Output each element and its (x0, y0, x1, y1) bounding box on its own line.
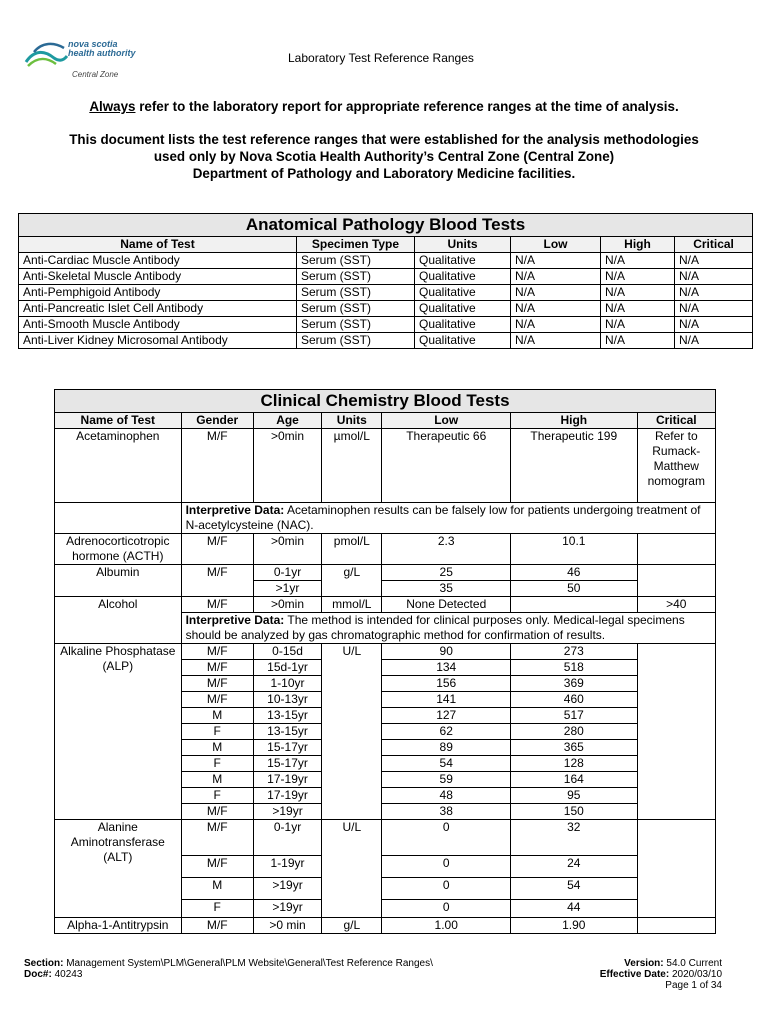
critical-cell (637, 820, 715, 918)
gender-cell: M/F (181, 565, 253, 597)
low-cell: 127 (382, 708, 511, 724)
intro-line: This document lists the test reference ranges that were established for the analysis methodologies (69, 132, 699, 147)
high-cell: 46 (511, 565, 638, 581)
units-cell: U/L (322, 644, 382, 820)
table-row (55, 918, 716, 934)
age-cell: >0 min (253, 918, 321, 934)
intro-line: Department of Pathology and Laboratory Medicine facilities. (192, 166, 576, 181)
specimen-cell: Serum (SST) (297, 333, 415, 349)
age-cell: 0-1yr (253, 565, 321, 581)
gender-cell: F (181, 788, 253, 804)
doc-label: Doc#: (24, 969, 52, 980)
units-cell: Qualitative (415, 269, 511, 285)
test-name: Anti-Skeletal Muscle Antibody (19, 269, 297, 285)
units-cell: pmol/L (322, 534, 382, 565)
table-row (55, 820, 716, 856)
column-header: Low (382, 413, 511, 429)
high-cell: N/A (601, 269, 675, 285)
units-cell: Qualitative (415, 253, 511, 269)
low-cell: 1.00 (382, 918, 511, 934)
age-cell: >0min (253, 534, 321, 565)
units-cell: Qualitative (415, 333, 511, 349)
test-name: Anti-Liver Kidney Microsomal Antibody (19, 333, 297, 349)
gender-cell: M/F (181, 820, 253, 856)
specimen-cell: Serum (SST) (297, 253, 415, 269)
interpretive-row (55, 503, 716, 534)
specimen-cell: Serum (SST) (297, 269, 415, 285)
high-cell: N/A (601, 253, 675, 269)
specimen-cell: Serum (SST) (297, 285, 415, 301)
critical-cell (637, 644, 715, 820)
low-cell: None Detected (382, 597, 511, 613)
table-row (19, 253, 753, 269)
critical-cell: >40 (637, 597, 715, 613)
interpretive-data (181, 503, 715, 534)
effective-value: 2020/03/10 (669, 969, 722, 980)
units-cell: Qualitative (415, 301, 511, 317)
column-header: High (601, 237, 675, 253)
age-cell: >19yr (253, 804, 321, 820)
gender-cell: F (181, 756, 253, 772)
age-cell: 17-19yr (253, 788, 321, 804)
gender-cell: M/F (181, 676, 253, 692)
high-cell: N/A (601, 301, 675, 317)
critical-cell (637, 918, 715, 934)
low-cell: 2.3 (382, 534, 511, 565)
always-rest: refer to the laboratory report for appropriate reference ranges at the time of analysis. (135, 99, 679, 114)
low-cell: 0 (382, 878, 511, 900)
critical-cell: N/A (675, 269, 753, 285)
gender-cell: M/F (181, 644, 253, 660)
test-name: Acetaminophen (55, 429, 182, 503)
logo-line2: health authority (68, 48, 136, 58)
age-cell: >0min (253, 597, 321, 613)
column-header: Low (511, 237, 601, 253)
table-row (55, 429, 716, 503)
high-cell: 273 (511, 644, 638, 660)
critical-cell (637, 534, 715, 565)
high-cell: 517 (511, 708, 638, 724)
high-cell: 32 (511, 820, 638, 856)
age-cell: 13-15yr (253, 724, 321, 740)
low-cell: 54 (382, 756, 511, 772)
footer-section (24, 958, 433, 969)
table-row (55, 565, 716, 581)
interp-text: Acetaminophen results can be falsely low for patients undergoing treatment of N-acetylcysteine (NAC). (185, 503, 701, 532)
high-cell: N/A (601, 285, 675, 301)
low-cell: 35 (382, 581, 511, 597)
age-cell: 0-15d (253, 644, 321, 660)
low-cell: N/A (511, 333, 601, 349)
high-cell: N/A (601, 333, 675, 349)
high-cell (511, 597, 638, 613)
high-cell: 54 (511, 878, 638, 900)
table-row (19, 333, 753, 349)
table-row (55, 644, 716, 660)
high-cell: N/A (601, 317, 675, 333)
age-cell: 15-17yr (253, 740, 321, 756)
units-cell: µmol/L (322, 429, 382, 503)
low-cell: N/A (511, 269, 601, 285)
high-cell: 164 (511, 772, 638, 788)
high-cell: 365 (511, 740, 638, 756)
low-cell: N/A (511, 301, 601, 317)
interp-text: The method is intended for clinical purposes only. Medical-legal specimens should be analyzed by gas chromatographic method for confirmation of results. (185, 613, 685, 642)
low-cell: 0 (382, 820, 511, 856)
gender-cell: M (181, 878, 253, 900)
footer-left (24, 958, 433, 980)
empty-cell (55, 503, 182, 534)
column-header: Critical (675, 237, 753, 253)
column-header: Units (415, 237, 511, 253)
low-cell: 90 (382, 644, 511, 660)
table-caption: Anatomical Pathology Blood Tests (19, 214, 753, 237)
gender-cell: M/F (181, 660, 253, 676)
table-header-row (55, 413, 716, 429)
high-cell: 1.90 (511, 918, 638, 934)
logo-zone: Central Zone (72, 70, 119, 79)
specimen-cell: Serum (SST) (297, 301, 415, 317)
age-cell: 1-19yr (253, 856, 321, 878)
table-row (19, 285, 753, 301)
low-cell: 38 (382, 804, 511, 820)
column-header: Units (322, 413, 382, 429)
table-row (19, 301, 753, 317)
interp-label: Interpretive Data: (185, 613, 285, 627)
high-cell: 460 (511, 692, 638, 708)
age-cell: 0-1yr (253, 820, 321, 856)
critical-cell: N/A (675, 317, 753, 333)
column-header: Gender (181, 413, 253, 429)
age-cell: 1-10yr (253, 676, 321, 692)
low-cell: 25 (382, 565, 511, 581)
age-cell: 15d-1yr (253, 660, 321, 676)
logo-line1: nova scotia (68, 39, 118, 49)
critical-cell (637, 565, 715, 597)
low-cell: 134 (382, 660, 511, 676)
units-cell: Qualitative (415, 317, 511, 333)
high-cell: 280 (511, 724, 638, 740)
section-label: Section: (24, 958, 64, 969)
wave-logo-icon (24, 36, 68, 70)
test-name: Alkaline Phosphatase (ALP) (55, 644, 182, 820)
low-cell: 0 (382, 900, 511, 918)
low-cell: 48 (382, 788, 511, 804)
nsha-logo (24, 36, 154, 84)
low-cell: 62 (382, 724, 511, 740)
high-cell: 10.1 (511, 534, 638, 565)
age-cell: >19yr (253, 900, 321, 918)
clinical-chemistry-table (54, 389, 716, 934)
footer-version (600, 958, 722, 969)
units-cell: g/L (322, 918, 382, 934)
gender-cell: M/F (181, 804, 253, 820)
effective-label: Effective Date: (599, 969, 670, 980)
units-cell: mmol/L (322, 597, 382, 613)
column-header: High (511, 413, 638, 429)
high-cell: 95 (511, 788, 638, 804)
column-header: Critical (637, 413, 715, 429)
age-cell: 13-15yr (253, 708, 321, 724)
test-name: Albumin (55, 565, 182, 597)
high-cell: 24 (511, 856, 638, 878)
test-name: Alanine Aminotransferase (ALT) (55, 820, 182, 918)
version-label: Version: (624, 958, 664, 969)
low-cell: 156 (382, 676, 511, 692)
units-cell: Qualitative (415, 285, 511, 301)
units-cell: g/L (322, 565, 382, 597)
age-cell: >0min (253, 429, 321, 503)
high-cell: 44 (511, 900, 638, 918)
low-cell: N/A (511, 253, 601, 269)
critical-cell: N/A (675, 333, 753, 349)
gender-cell: M/F (181, 429, 253, 503)
critical-cell: N/A (675, 285, 753, 301)
high-cell: 50 (511, 581, 638, 597)
high-cell: 128 (511, 756, 638, 772)
table-header-row (19, 237, 753, 253)
gender-cell: M/F (181, 856, 253, 878)
column-header: Name of Test (19, 237, 297, 253)
test-name: Anti-Pancreatic Islet Cell Antibody (19, 301, 297, 317)
high-cell: 518 (511, 660, 638, 676)
high-cell: Therapeutic 199 (511, 429, 638, 503)
specimen-cell: Serum (SST) (297, 317, 415, 333)
low-cell: 59 (382, 772, 511, 788)
critical-cell: N/A (675, 253, 753, 269)
interp-label: Interpretive Data: (185, 503, 285, 517)
age-cell: >1yr (253, 581, 321, 597)
footer-right (600, 958, 722, 991)
table-row (55, 597, 716, 613)
column-header: Name of Test (55, 413, 182, 429)
intro-always (0, 98, 768, 115)
gender-cell: M (181, 740, 253, 756)
document-title: Laboratory Test Reference Ranges (288, 51, 474, 65)
age-cell: 15-17yr (253, 756, 321, 772)
doc-value: 40243 (51, 969, 83, 980)
critical-cell: N/A (675, 301, 753, 317)
test-name: Anti-Pemphigoid Antibody (19, 285, 297, 301)
column-header: Specimen Type (297, 237, 415, 253)
high-cell: 150 (511, 804, 638, 820)
gender-cell: M/F (181, 534, 253, 565)
low-cell: Therapeutic 66 (382, 429, 511, 503)
test-name: Anti-Cardiac Muscle Antibody (19, 253, 297, 269)
table-row (55, 534, 716, 565)
gender-cell: M/F (181, 597, 253, 613)
table-row (19, 317, 753, 333)
table-caption: Clinical Chemistry Blood Tests (55, 390, 716, 413)
low-cell: 141 (382, 692, 511, 708)
critical-cell: Refer to Rumack-Matthew nomogram (637, 429, 715, 503)
high-cell: 369 (511, 676, 638, 692)
test-name: Adrenocorticotropic hormone (ACTH) (55, 534, 182, 565)
gender-cell: M (181, 708, 253, 724)
gender-cell: M/F (181, 918, 253, 934)
low-cell: 0 (382, 856, 511, 878)
always-word: Always (89, 99, 136, 114)
age-cell: >19yr (253, 878, 321, 900)
gender-cell: M/F (181, 692, 253, 708)
test-name: Alpha-1-Antitrypsin (55, 918, 182, 934)
gender-cell: M (181, 772, 253, 788)
gender-cell: F (181, 900, 253, 918)
units-cell: U/L (322, 820, 382, 918)
test-name: Alcohol (55, 597, 182, 644)
gender-cell: F (181, 724, 253, 740)
intro-line: used only by Nova Scotia Health Authority’s Central Zone (Central Zone) (153, 149, 615, 164)
table-row (19, 269, 753, 285)
low-cell: N/A (511, 317, 601, 333)
footer-doc (24, 969, 433, 980)
low-cell: N/A (511, 285, 601, 301)
age-cell: 17-19yr (253, 772, 321, 788)
low-cell: 89 (382, 740, 511, 756)
footer-page: Page 1 of 34 (665, 980, 722, 991)
interpretive-data (181, 613, 715, 644)
test-name: Anti-Smooth Muscle Antibody (19, 317, 297, 333)
section-value: Management System\PLM\General\PLM Website\General\Test Reference Ranges\ (63, 958, 433, 969)
column-header: Age (253, 413, 321, 429)
intro-paragraph (0, 131, 768, 182)
anatomical-pathology-table (18, 213, 753, 349)
version-value: 54.0 Current (663, 958, 722, 969)
footer-effective (600, 969, 722, 980)
age-cell: 10-13yr (253, 692, 321, 708)
